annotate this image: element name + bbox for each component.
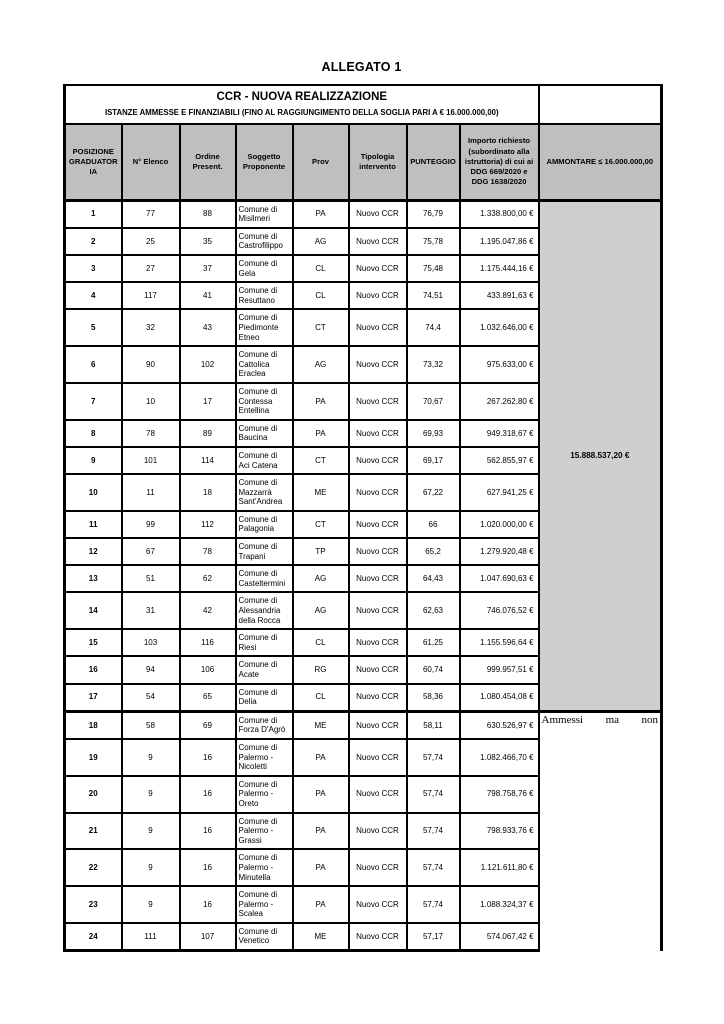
- cell-tipologia: Nuovo CCR: [349, 776, 407, 813]
- cell-importo: 798.758,76 €: [460, 776, 539, 813]
- cell-soggetto: Comune di Resuttano: [236, 282, 293, 309]
- cell-pos: 5: [65, 309, 122, 346]
- cell-punteggio: 66: [407, 511, 460, 538]
- cell-elenco: 54: [122, 684, 180, 712]
- cell-pos: 14: [65, 592, 122, 629]
- cell-prov: AG: [293, 592, 349, 629]
- cell-punteggio: 74,51: [407, 282, 460, 309]
- cell-pos: 15: [65, 629, 122, 656]
- cell-importo: 1.195.047,86 €: [460, 228, 539, 255]
- cell-ordine: 16: [180, 739, 236, 776]
- table-body: [65, 200, 662, 950]
- cell-importo: 975.633,00 €: [460, 346, 539, 383]
- cell-elenco: 31: [122, 592, 180, 629]
- cell-punteggio: 62,63: [407, 592, 460, 629]
- cell-elenco: 94: [122, 656, 180, 683]
- cell-punteggio: 57,74: [407, 886, 460, 923]
- cell-soggetto: Comune di Delia: [236, 684, 293, 712]
- cell-ordine: 89: [180, 420, 236, 447]
- cell-prov: PA: [293, 886, 349, 923]
- cell-punteggio: 75,78: [407, 228, 460, 255]
- cell-ordine: 112: [180, 511, 236, 538]
- cell-tipologia: Nuovo CCR: [349, 309, 407, 346]
- cell-ordine: 65: [180, 684, 236, 712]
- cell-importo: 1.175.444,16 €: [460, 255, 539, 282]
- table-head: [65, 85, 662, 200]
- cell-pos: 7: [65, 383, 122, 420]
- cell-soggetto: Comune di Casteltermini: [236, 565, 293, 592]
- cell-prov: ME: [293, 711, 349, 739]
- cell-prov: CT: [293, 309, 349, 346]
- cell-pos: 23: [65, 886, 122, 923]
- cell-soggetto: Comune di Palermo - Minutella: [236, 849, 293, 886]
- cell-importo: 627.941,25 €: [460, 474, 539, 511]
- cell-soggetto: Comune di Palagonia: [236, 511, 293, 538]
- cell-tipologia: Nuovo CCR: [349, 886, 407, 923]
- band-subtitle: ISTANZE AMMESSE E FINANZIABILI (FINO AL RAGGIUNGIMENTO DELLA SOGLIA PARI A € 16.000.000,00): [104, 107, 499, 117]
- cell-punteggio: 57,74: [407, 813, 460, 850]
- cell-ordine: 16: [180, 849, 236, 886]
- cell-punteggio: 67,22: [407, 474, 460, 511]
- cell-importo: 267.262,80 €: [460, 383, 539, 420]
- cell-tipologia: Nuovo CCR: [349, 383, 407, 420]
- cell-soggetto: Comune di Aci Catena: [236, 447, 293, 474]
- col-header-elenco: N° Elenco: [122, 124, 180, 200]
- cell-tipologia: Nuovo CCR: [349, 923, 407, 951]
- cell-soggetto: Comune di Cattolica Eraclea: [236, 346, 293, 383]
- cell-prov: AG: [293, 565, 349, 592]
- cell-pos: 12: [65, 538, 122, 565]
- cell-pos: 9: [65, 447, 122, 474]
- col-header-ammontare: AMMONTARE ≤ 16.000.000,00: [539, 124, 662, 200]
- table-header-row: [65, 124, 662, 200]
- cell-importo: 630.526,97 €: [460, 711, 539, 739]
- cell-pos: 19: [65, 739, 122, 776]
- cell-soggetto: Comune di Gela: [236, 255, 293, 282]
- cell-pos: 21: [65, 813, 122, 850]
- cell-soggetto: Comune di Venetico: [236, 923, 293, 951]
- cell-tipologia: Nuovo CCR: [349, 282, 407, 309]
- cell-punteggio: 70,67: [407, 383, 460, 420]
- cell-punteggio: 73,32: [407, 346, 460, 383]
- cell-ordine: 102: [180, 346, 236, 383]
- cell-pos: 4: [65, 282, 122, 309]
- cell-prov: PA: [293, 813, 349, 850]
- cell-ordine: 107: [180, 923, 236, 951]
- group2-label-cell: Ammessi ma non: [539, 711, 662, 950]
- cell-tipologia: Nuovo CCR: [349, 447, 407, 474]
- cell-elenco: 9: [122, 886, 180, 923]
- cell-punteggio: 69,17: [407, 447, 460, 474]
- cell-ordine: 69: [180, 711, 236, 739]
- cell-pos: 6: [65, 346, 122, 383]
- cell-importo: 1.121.611,80 €: [460, 849, 539, 886]
- cell-elenco: 99: [122, 511, 180, 538]
- cell-elenco: 101: [122, 447, 180, 474]
- cell-importo: 574.067,42 €: [460, 923, 539, 951]
- cell-tipologia: Nuovo CCR: [349, 420, 407, 447]
- cell-importo: 1.032.646,00 €: [460, 309, 539, 346]
- cell-prov: PA: [293, 420, 349, 447]
- cell-ordine: 116: [180, 629, 236, 656]
- cell-elenco: 111: [122, 923, 180, 951]
- col-header-ordine: Ordine Present.: [180, 124, 236, 200]
- cell-punteggio: 60,74: [407, 656, 460, 683]
- cell-soggetto: Comune di Palermo - Scalea: [236, 886, 293, 923]
- cell-tipologia: Nuovo CCR: [349, 711, 407, 739]
- cell-importo: 1.047.690,63 €: [460, 565, 539, 592]
- amount-total-cell: 15.888.537,20 €: [539, 200, 662, 711]
- cell-punteggio: 57,74: [407, 739, 460, 776]
- cell-prov: CL: [293, 282, 349, 309]
- cell-soggetto: Comune di Baucina: [236, 420, 293, 447]
- cell-pos: 11: [65, 511, 122, 538]
- cell-importo: 746.076,52 €: [460, 592, 539, 629]
- cell-importo: 949.318,67 €: [460, 420, 539, 447]
- cell-punteggio: 65,2: [407, 538, 460, 565]
- cell-tipologia: Nuovo CCR: [349, 592, 407, 629]
- cell-importo: 999.957,51 €: [460, 656, 539, 683]
- cell-prov: CL: [293, 255, 349, 282]
- cell-elenco: 58: [122, 711, 180, 739]
- cell-elenco: 9: [122, 739, 180, 776]
- col-header-soggetto: Soggetto Proponente: [236, 124, 293, 200]
- cell-ordine: 16: [180, 776, 236, 813]
- cell-tipologia: Nuovo CCR: [349, 739, 407, 776]
- cell-prov: CT: [293, 511, 349, 538]
- cell-pos: 22: [65, 849, 122, 886]
- cell-soggetto: Comune di Contessa Entellina: [236, 383, 293, 420]
- cell-ordine: 78: [180, 538, 236, 565]
- cell-pos: 3: [65, 255, 122, 282]
- cell-ordine: 16: [180, 813, 236, 850]
- cell-ordine: 62: [180, 565, 236, 592]
- cell-pos: 17: [65, 684, 122, 712]
- cell-pos: 2: [65, 228, 122, 255]
- cell-importo: 1.155.596,64 €: [460, 629, 539, 656]
- cell-pos: 16: [65, 656, 122, 683]
- cell-importo: 562.855,97 €: [460, 447, 539, 474]
- cell-soggetto: Comune di Mazzarrà Sant'Andrea: [236, 474, 293, 511]
- cell-elenco: 25: [122, 228, 180, 255]
- cell-soggetto: Comune di Acate: [236, 656, 293, 683]
- cell-soggetto: Comune di Palermo - Nicoletti: [236, 739, 293, 776]
- cell-tipologia: Nuovo CCR: [349, 200, 407, 228]
- cell-prov: TP: [293, 538, 349, 565]
- cell-elenco: 9: [122, 849, 180, 886]
- col-header-importo: Importo richiesto (subordinato alla istruttoria) di cui ai DDG 669/2020 e DDG 1638/2020: [460, 124, 539, 200]
- cell-tipologia: Nuovo CCR: [349, 228, 407, 255]
- cell-pos: 10: [65, 474, 122, 511]
- page-title: ALLEGATO 1: [321, 60, 402, 74]
- cell-tipologia: Nuovo CCR: [349, 629, 407, 656]
- cell-prov: PA: [293, 776, 349, 813]
- cell-elenco: 77: [122, 200, 180, 228]
- cell-soggetto: Comune di Forza D'Agrò: [236, 711, 293, 739]
- cell-tipologia: Nuovo CCR: [349, 849, 407, 886]
- cell-pos: 20: [65, 776, 122, 813]
- cell-tipologia: Nuovo CCR: [349, 255, 407, 282]
- cell-tipologia: Nuovo CCR: [349, 511, 407, 538]
- cell-importo: 1.338.800,00 €: [460, 200, 539, 228]
- table-row: [65, 711, 662, 739]
- cell-soggetto: Comune di Palermo - Oreto: [236, 776, 293, 813]
- cell-prov: PA: [293, 383, 349, 420]
- graduatoria-table: [63, 84, 663, 952]
- cell-prov: PA: [293, 849, 349, 886]
- cell-punteggio: 57,17: [407, 923, 460, 951]
- cell-punteggio: 61,25: [407, 629, 460, 656]
- band-title: CCR - NUOVA REALIZZAZIONE: [216, 91, 388, 103]
- cell-ordine: 41: [180, 282, 236, 309]
- cell-soggetto: Comune di Misilmeri: [236, 200, 293, 228]
- cell-prov: AG: [293, 228, 349, 255]
- cell-punteggio: 64,43: [407, 565, 460, 592]
- cell-ordine: 37: [180, 255, 236, 282]
- cell-soggetto: Comune di Trapani: [236, 538, 293, 565]
- cell-prov: AG: [293, 346, 349, 383]
- cell-soggetto: Comune di Piedimonte Etneo: [236, 309, 293, 346]
- cell-ordine: 88: [180, 200, 236, 228]
- cell-elenco: 32: [122, 309, 180, 346]
- cell-elenco: 9: [122, 813, 180, 850]
- cell-soggetto: Comune di Riesi: [236, 629, 293, 656]
- col-header-posizione: POSIZIONE GRADUATORIA: [65, 124, 122, 200]
- cell-soggetto: Comune di Castrofilippo: [236, 228, 293, 255]
- cell-tipologia: Nuovo CCR: [349, 684, 407, 712]
- cell-prov: CL: [293, 629, 349, 656]
- cell-prov: ME: [293, 923, 349, 951]
- cell-importo: 1.080.454,08 €: [460, 684, 539, 712]
- cell-ordine: 106: [180, 656, 236, 683]
- col-header-punteggio: PUNTEGGIO: [407, 124, 460, 200]
- cell-punteggio: 58,11: [407, 711, 460, 739]
- cell-elenco: 90: [122, 346, 180, 383]
- cell-ordine: 35: [180, 228, 236, 255]
- cell-ordine: 42: [180, 592, 236, 629]
- band-cell: [65, 85, 539, 124]
- cell-elenco: 10: [122, 383, 180, 420]
- cell-punteggio: 69,93: [407, 420, 460, 447]
- cell-pos: 8: [65, 420, 122, 447]
- cell-tipologia: Nuovo CCR: [349, 656, 407, 683]
- cell-elenco: 103: [122, 629, 180, 656]
- cell-tipologia: Nuovo CCR: [349, 813, 407, 850]
- cell-ordine: 17: [180, 383, 236, 420]
- table-row: [65, 200, 662, 228]
- cell-punteggio: 74,4: [407, 309, 460, 346]
- cell-pos: 18: [65, 711, 122, 739]
- cell-elenco: 67: [122, 538, 180, 565]
- cell-prov: CT: [293, 447, 349, 474]
- cell-ordine: 43: [180, 309, 236, 346]
- col-header-prov: Prov: [293, 124, 349, 200]
- cell-prov: RG: [293, 656, 349, 683]
- cell-punteggio: 57,74: [407, 776, 460, 813]
- cell-tipologia: Nuovo CCR: [349, 538, 407, 565]
- cell-importo: 1.020.000,00 €: [460, 511, 539, 538]
- cell-elenco: 11: [122, 474, 180, 511]
- cell-soggetto: Comune di Palermo - Grassi: [236, 813, 293, 850]
- cell-elenco: 117: [122, 282, 180, 309]
- cell-ordine: 18: [180, 474, 236, 511]
- cell-importo: 1.088.324,37 €: [460, 886, 539, 923]
- cell-elenco: 51: [122, 565, 180, 592]
- cell-pos: 24: [65, 923, 122, 951]
- cell-importo: 1.082.466,70 €: [460, 739, 539, 776]
- cell-punteggio: 57,74: [407, 849, 460, 886]
- cell-prov: CL: [293, 684, 349, 712]
- cell-elenco: 27: [122, 255, 180, 282]
- cell-tipologia: Nuovo CCR: [349, 346, 407, 383]
- cell-prov: ME: [293, 474, 349, 511]
- cell-pos: 13: [65, 565, 122, 592]
- band-empty-cell: [539, 85, 662, 124]
- cell-ordine: 114: [180, 447, 236, 474]
- col-header-tipologia: Tipologia intervento: [349, 124, 407, 200]
- cell-importo: 798.933,76 €: [460, 813, 539, 850]
- cell-prov: PA: [293, 200, 349, 228]
- cell-tipologia: Nuovo CCR: [349, 474, 407, 511]
- band-row: [65, 85, 662, 124]
- cell-pos: 1: [65, 200, 122, 228]
- cell-elenco: 78: [122, 420, 180, 447]
- cell-importo: 1.279.920,48 €: [460, 538, 539, 565]
- cell-prov: PA: [293, 739, 349, 776]
- cell-importo: 433.891,63 €: [460, 282, 539, 309]
- cell-punteggio: 75,48: [407, 255, 460, 282]
- cell-elenco: 9: [122, 776, 180, 813]
- cell-tipologia: Nuovo CCR: [349, 565, 407, 592]
- cell-punteggio: 58,36: [407, 684, 460, 712]
- cell-soggetto: Comune di Alessandria della Rocca: [236, 592, 293, 629]
- cell-ordine: 16: [180, 886, 236, 923]
- cell-punteggio: 76,79: [407, 200, 460, 228]
